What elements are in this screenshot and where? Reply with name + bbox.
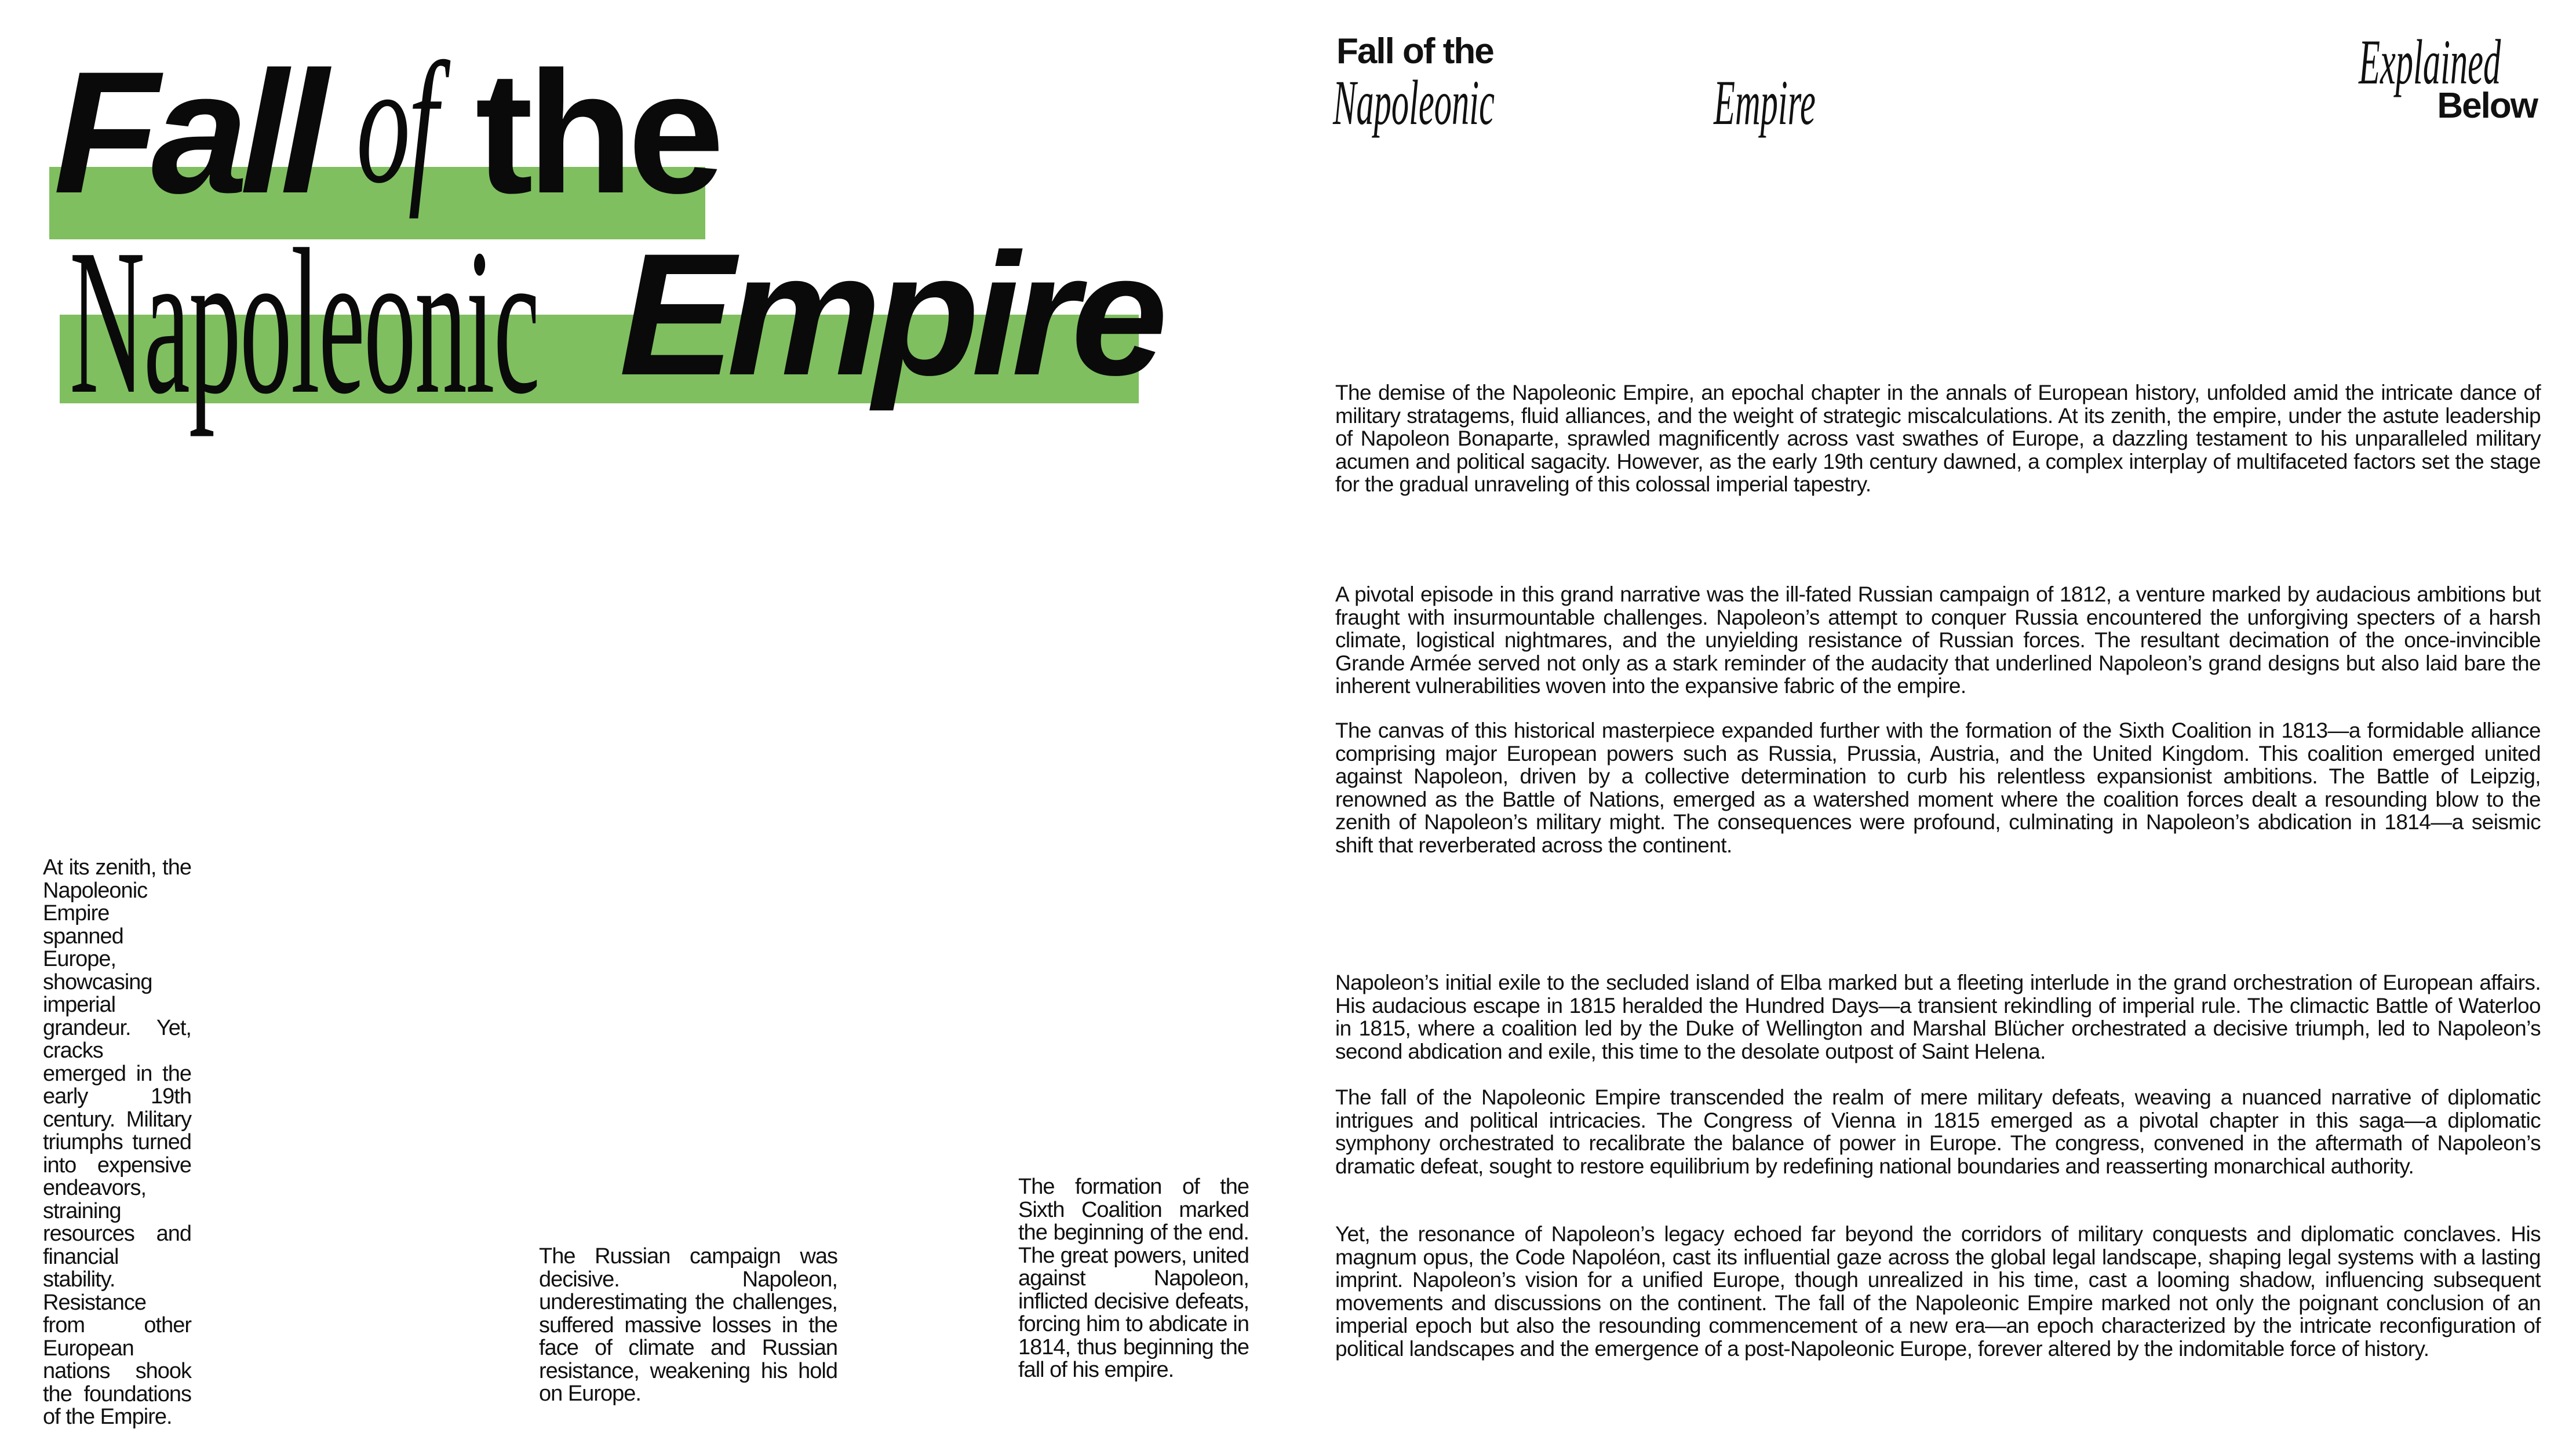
- body-paragraph-legacy: Yet, the resonance of Napoleon’s legacy echoed far beyond the corridors of military conquests and diplomatic conclaves. His magnum opus, the Code Napoléon, cast its influential gaze across the global legal landscape, shaping legal systems with a lasting imprint. Napoleon’s vision for a unified Europe, though unrealized in his time, cast a looming shadow, influencing subsequent movements and discussions on the continent. The fall of the Napoleonic Empire marked not only the poignant conclusion of an imperial epoch but also the resounding commencement of a new era—an epoch characterized by the intricate reconfiguration of political landscapes and the emergence of a post-Napoleonic Europe, forever altered by the indomitable force of history.: [1335, 1222, 2541, 1361]
- summary-column-sixth-coalition: The formation of the Sixth Coalition marked the beginning of the end. The great powers, united against Napoleon, inflicted decisive defeats, forcing him to abdicate in 1814, thus beginning the fall of his empire.: [1018, 1175, 1249, 1382]
- body-paragraph-sixth-coalition: The canvas of this historical masterpiece expanded further with the formation of the Sixth Coalition in 1813—a formidable alliance comprising major European powers such as Russia, Prussia, Austria, and the United Kingdom. This coalition emerged united against Napoleon, driven by a collective determination to curb his relentless expansionist ambitions. The Battle of Leipzig, renowned as the Battle of Nations, emerged as a watershed moment where the coalition forces dealt a resounding blow to the zenith of Napoleon’s military might. The consequences were profound, culminating in Napoleon’s abdication in 1814—a seismic shift that reverberated across the continent.: [1335, 719, 2541, 857]
- body-paragraph-russian-campaign: A pivotal episode in this grand narrative was the ill-fated Russian campaign of 1812, a venture marked by audacious ambitions but fraught with insurmountable challenges. Napoleon’s attempt to conquer Russia encountered the unforgiving specters of a harsh climate, logistical nightmares, and the unyielding resistance of Russian forces. The resultant decimation of the once-invincible Grande Armée served not only as a stark reminder of the audacity that underlined Napoleon’s grand designs but also laid bare the inherent vulnerabilities woven into the expansive fabric of the empire.: [1335, 582, 2541, 698]
- hero-title-fall: Fall: [53, 35, 320, 229]
- header-empire: Empire: [1714, 67, 1816, 138]
- header-fall-of-the: Fall of the: [1336, 31, 1493, 71]
- summary-column-zenith: At its zenith, the Napoleonic Empire spanned Europe, showcasing imperial grandeur. Yet, cracks emerged in the early 19th century. Military triumphs turned into expensive endeavors, straining resources and financial stability. Resistance from other European nations shook the foundations of the Empire.: [43, 855, 191, 1429]
- header-below: Below: [2437, 86, 2537, 126]
- header-explained: Explained: [2359, 27, 2501, 97]
- hero-title-the: the: [475, 35, 719, 229]
- hero-title-of: of: [356, 27, 436, 219]
- hero-title-empire: Empire: [619, 217, 1160, 411]
- summary-column-russian-campaign: The Russian campaign was decisive. Napoleon, underestimating the challenges, suffered massive losses in the face of climate and Russian resistance, weakening his hold on Europe.: [539, 1244, 837, 1406]
- header-napoleonic: Napoleonic: [1333, 67, 1495, 138]
- body-paragraph-elba-waterloo: Napoleon’s initial exile to the secluded island of Elba marked but a fleeting interlude in the grand orchestration of European affairs. His audacious escape in 1815 heralded the Hundred Days—a transient rekindling of imperial rule. The climactic Battle of Waterloo in 1815, where a coalition led by the Duke of Wellington and Marshal Blücher orchestrated a decisive triumph, led to Napoleon’s second abdication and exile, this time to the desolate outpost of Saint Helena.: [1335, 971, 2541, 1063]
- hero-title-napoleonic: Napoleonic: [70, 206, 539, 437]
- body-paragraph-congress-of-vienna: The fall of the Napoleonic Empire transcended the realm of mere military defeats, weaving a nuanced narrative of diplomatic intrigues and political intricacies. The Congress of Vienna in 1815 emerged as a pivotal chapter in this saga—a diplomatic symphony orchestrated to recalibrate the balance of power in Europe. The congress, convened in the aftermath of Napoleon’s dramatic defeat, sought to restore equilibrium by redefining national boundaries and reasserting monarchical authority.: [1335, 1085, 2541, 1178]
- body-paragraph-demise: The demise of the Napoleonic Empire, an epochal chapter in the annals of European history, unfolded amid the intricate dance of military stratagems, fluid alliances, and the weight of strategic miscalculations. At its zenith, the empire, under the astute leadership of Napoleon Bonaparte, sprawled magnificently across vast swathes of Europe, a dazzling testament to his unparalleled military acumen and political sagacity. However, as the early 19th century dawned, a complex interplay of multifaceted factors set the stage for the gradual unraveling of this colossal imperial tapestry.: [1335, 381, 2541, 496]
